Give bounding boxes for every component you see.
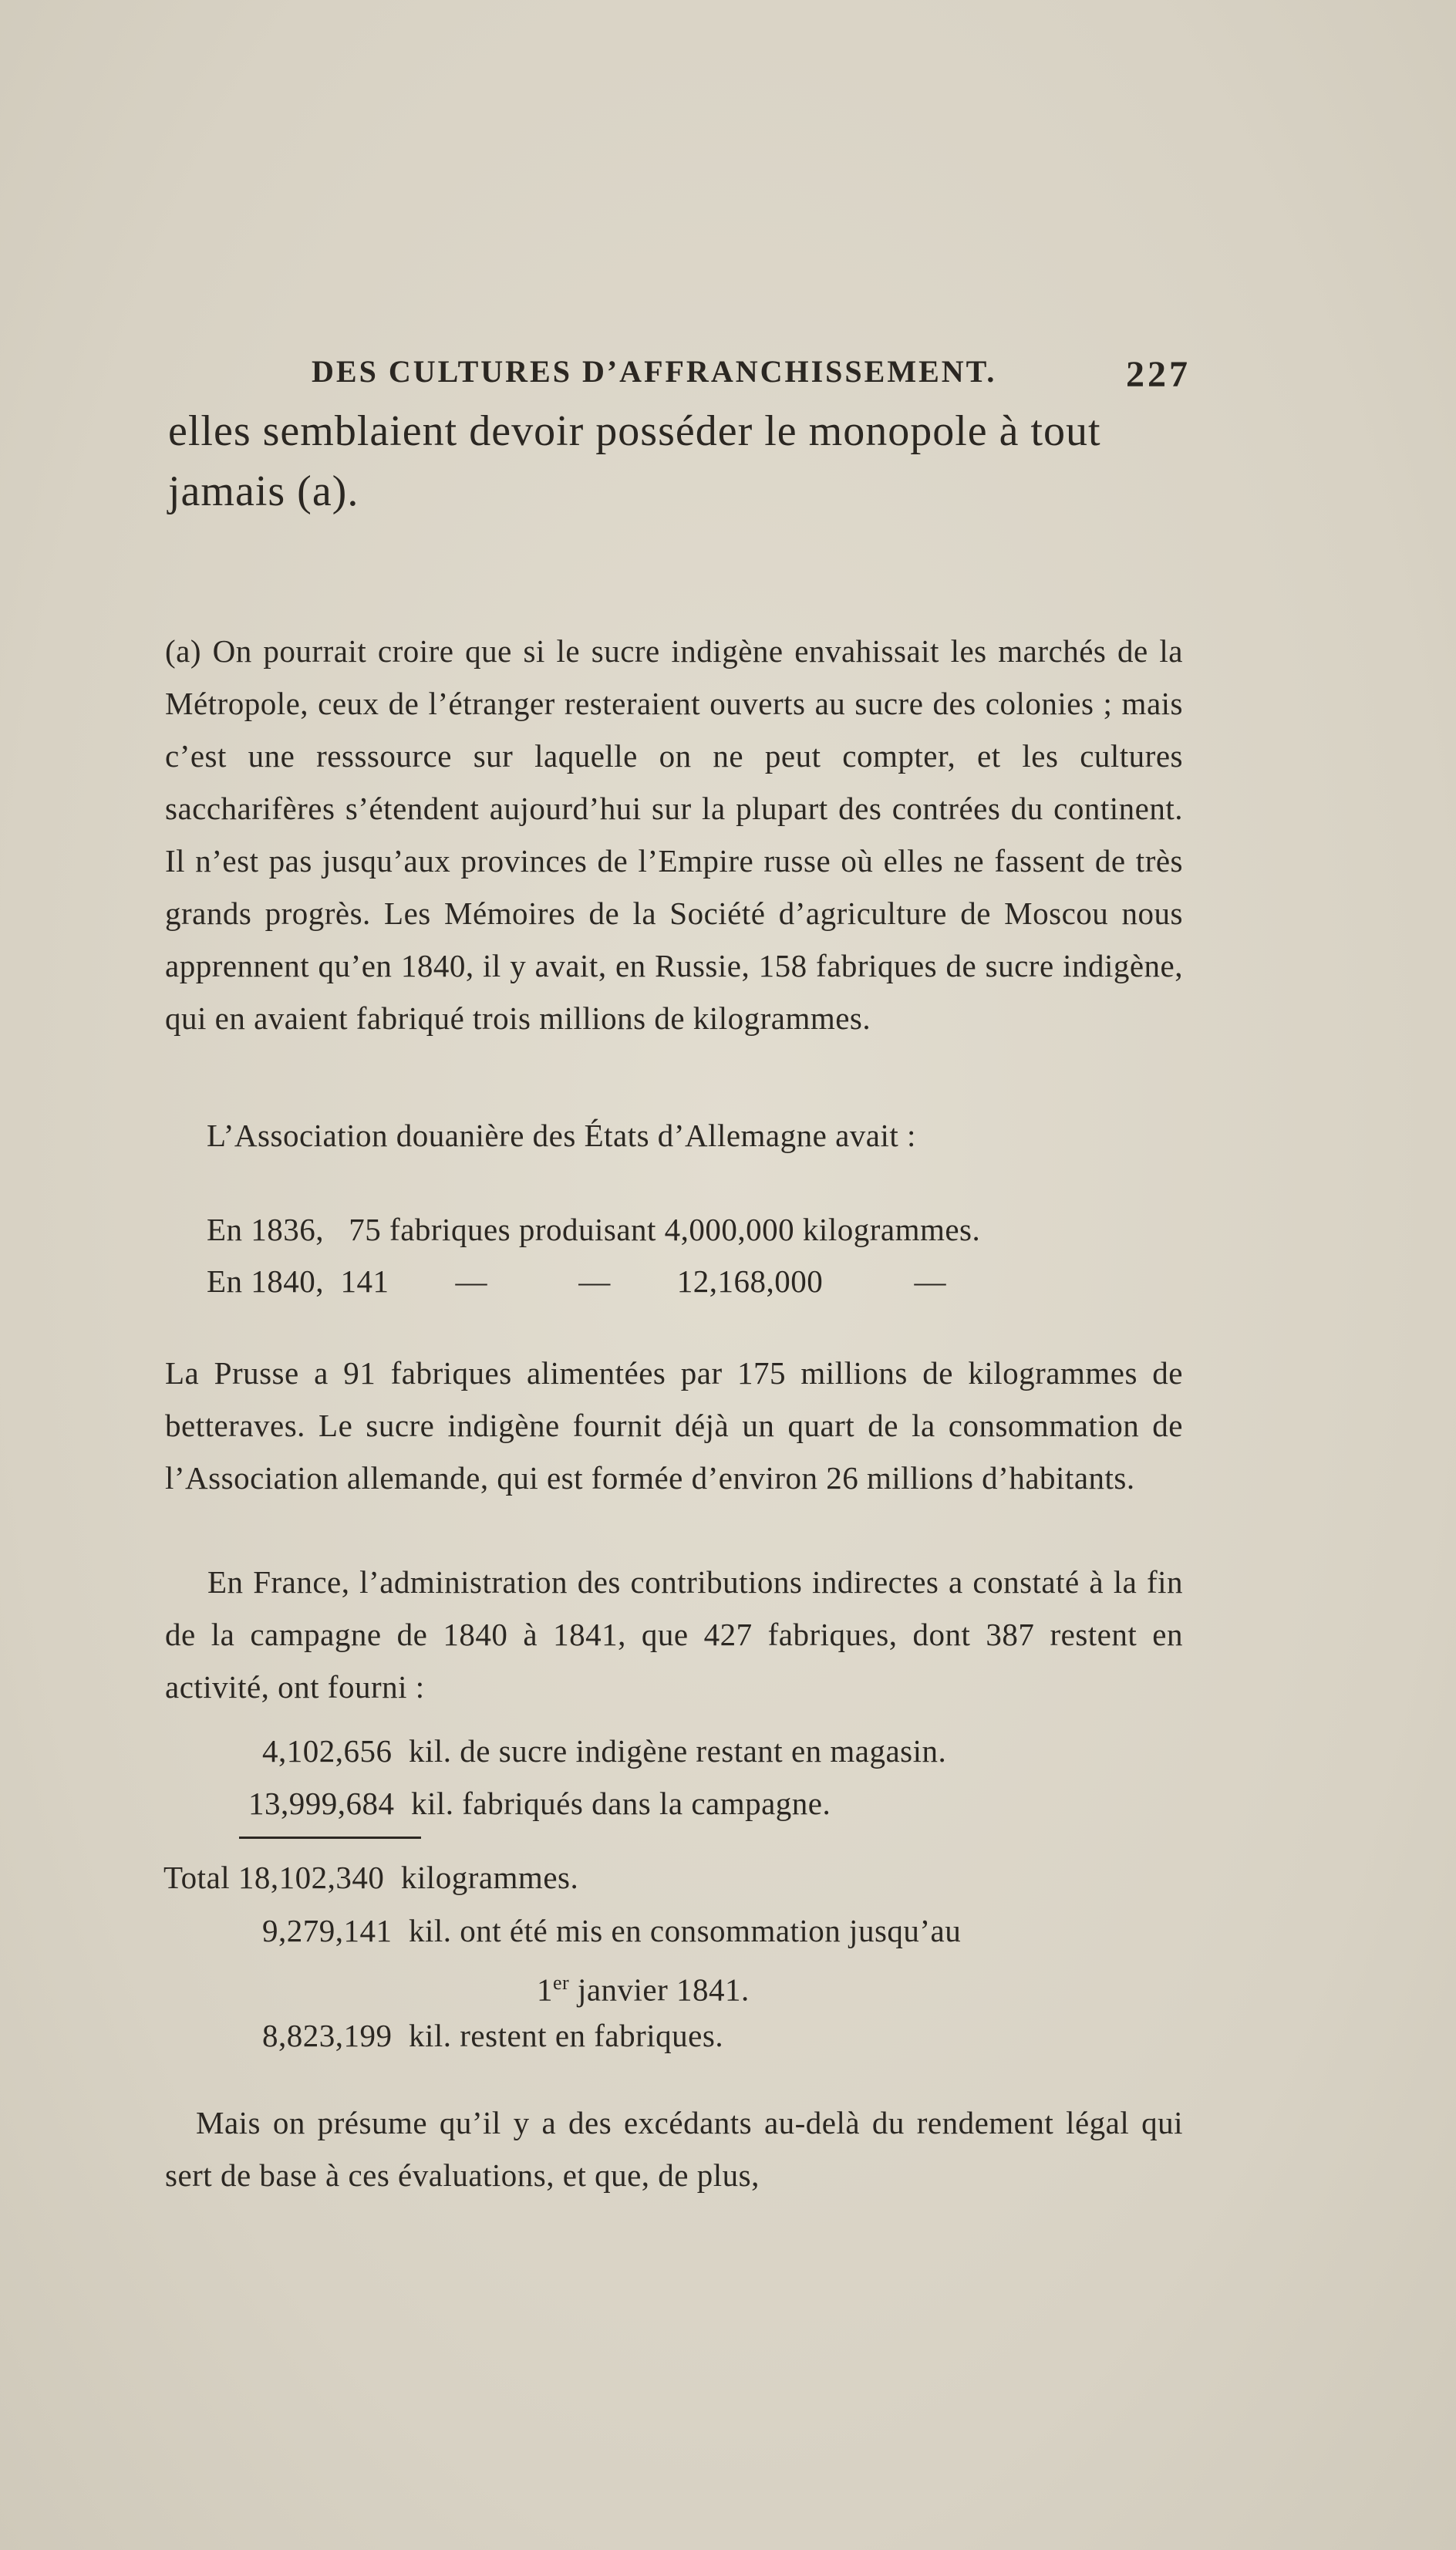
stat-line-magasin: 4,102,656 kil. de sucre indigène restant en magasin. bbox=[262, 1733, 947, 1769]
stat-line-consommation: 9,279,141 kil. ont été mis en consommation jusqu’au bbox=[262, 1913, 962, 1948]
stat-line-campagne: 13,999,684 kil. fabriqués dans la campagne. bbox=[248, 1786, 831, 1821]
footnote-paragraph-2: L’Association douanière des États d’Allemagne avait : bbox=[207, 1118, 916, 1153]
stat-line-date bbox=[537, 1957, 750, 2016]
running-header bbox=[312, 353, 1191, 400]
main-text: elles semblaient devoir posséder le monopole à tout jamais (a). bbox=[168, 407, 1101, 515]
footnote-paragraph-5: Mais on présume qu’il y a des excédants au-delà du rendement légal qui sert de base à ces évaluations, et que, de plus, bbox=[165, 2105, 1183, 2193]
date-ordinal: er bbox=[553, 1972, 570, 1994]
footnote-paragraph-3: La Prusse a 91 fabriques alimentées par 175 millions de kilogrammes de betteraves. Le sucre indigène fournit déjà un quart de la consommation de l’Association allemande, qui est formée d’environ 26 millions d’habitants. bbox=[165, 1355, 1183, 1496]
page-number: 227 bbox=[1126, 354, 1191, 395]
sum-rule bbox=[239, 1837, 421, 1839]
footnote-paragraph-1: (a) On pourrait croire que si le sucre indigène envahissait les marchés de la Métropole, ceux de l’étranger resteraient ouverts au sucre des colonies ; mais c’est une resssource sur laquelle on ne peut compter, et les cultures saccharifères s’étendent aujourd’hui sur la plupart des contrées du continent. Il n’est pas jusqu’aux provinces de l’Empire russe où elles ne fassent de très grands progrès. Les Mémoires de la Société d’agriculture de Moscou nous apprennent qu’en 1840, il y avait, en Russie, 158 fabriques de sucre indigène, qui en avaient fabriqué trois millions de kilogrammes. bbox=[165, 633, 1183, 1036]
stat-line-fabriques: 8,823,199 kil. restent en fabriques. bbox=[262, 2018, 724, 2053]
stat-total: Total 18,102,340 kilogrammes. bbox=[163, 1860, 579, 1895]
footnote-paragraph-4: En France, l’administration des contributions indirectes a constaté à la fin de la campagne de 1840 à 1841, que 427 fabriques, dont 387 restent en activité, ont fourni : bbox=[165, 1564, 1183, 1705]
date-rest: janvier 1841. bbox=[569, 1972, 750, 2008]
table-row-1840: En 1840, 141 — — 12,168,000 — bbox=[207, 1263, 947, 1299]
table-row-1836: En 1836, 75 fabriques produisant 4,000,000 kilogrammes. bbox=[207, 1212, 981, 1247]
date-day: 1 bbox=[537, 1972, 553, 2008]
running-title: DES CULTURES D’AFFRANCHISSEMENT. bbox=[312, 354, 997, 389]
